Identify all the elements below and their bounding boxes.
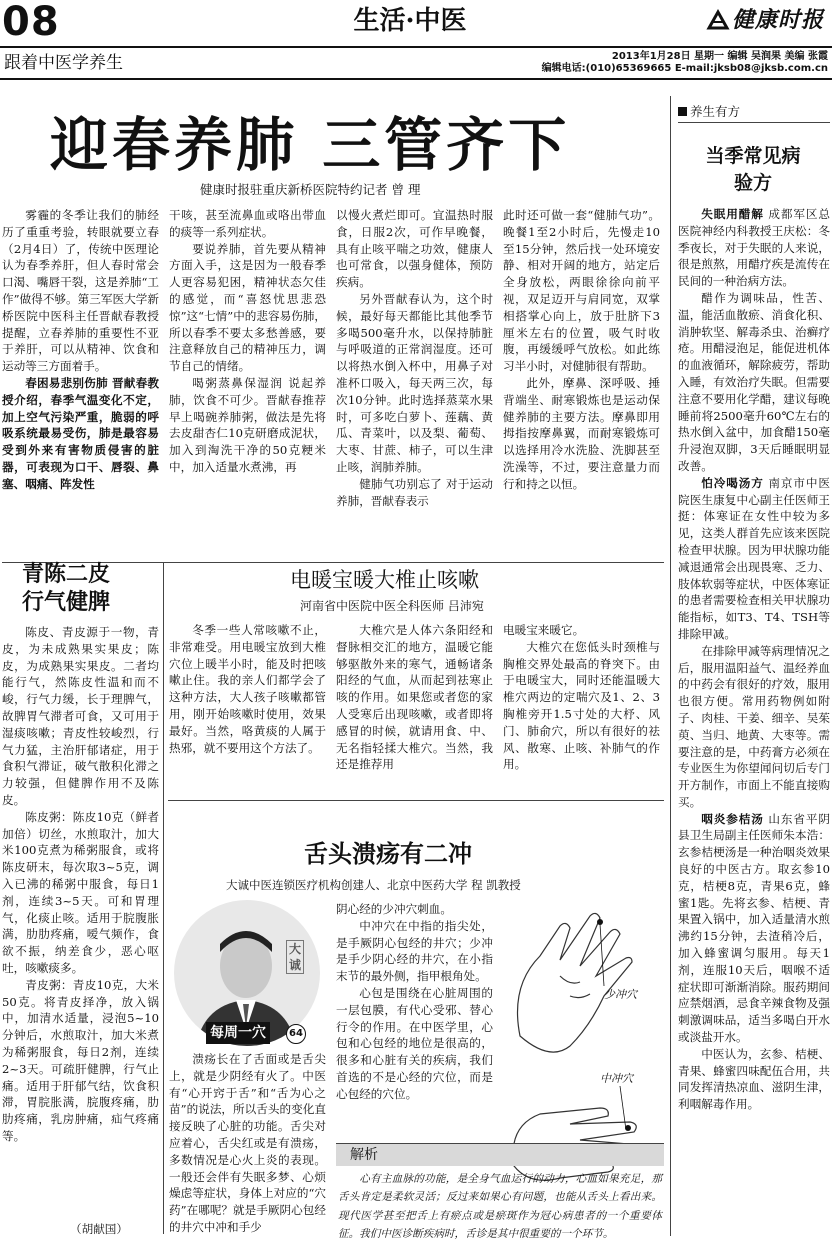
masthead-logo: [704, 6, 830, 36]
main-byline: 健康时报驻重庆新桥医院特约记者 曾 理: [200, 182, 421, 197]
peel-article-body: 陈皮、青皮源于一物，青皮，为未成熟果实果皮；陈皮，为成熟果实果皮。二者均能行气，然陈皮性温和而不峻，行气力缓，长于理脾气，故脾胃气滞者可食，又可用于湿痰咳嗽；青皮性较峻烈，行气力猛，主治肝郁诸症，用于食积气滞证，破气散积化滞之力较强，但健脾作用不及陈皮。 陈皮粥：陈皮10克（鲜者加倍）切丝，水煎取汁，加大米100克煮为稀粥服食，或将陈皮研末，每次取3~5克，调入已沸的稀粥中服食，每日1剂，连续3~5天。可和胃理气，化痰止咳。适用于脘腹胀满，肋肋疼痛，嗳气频作，食欲不振，纳差食少，恶心呕吐，咳嗽痰多。 青皮粥：青皮10克，大米50克。将青皮择净，放入锅中，加清水适量，浸泡5~10分钟后，水煎取汁，加大米煮为稀粥服食，每日2剂，连续2~3天。可疏肝健脾，行气止痛。适用于肝郁气结，饮食积滞，胃脘胀满，脘腹疼痛，肋肋疼痛，乳房肿痛，疝气疼痛等。: [2, 625, 159, 1143]
analysis-heading: 解析: [336, 1143, 664, 1166]
peel-title-line-2: 行气健脾: [22, 589, 111, 615]
section-title: 生活·中医: [353, 6, 467, 36]
warm-headline: 电暖宝暖大椎止咳嗽: [290, 568, 479, 592]
tongue-byline: 大诚中医连锁医疗机构创建人、北京中医药大学 程 凯教授: [226, 878, 521, 892]
badge-number: 64: [286, 1024, 306, 1044]
peel-title-line-1: 青陈二皮: [22, 561, 111, 587]
analysis-section: [336, 1143, 664, 1239]
sidebar-body: 失眠用醋解 成都军区总医院神经内科教授王庆松：冬季夜长，对于失眠的人来说，很是煎熬，用醋疗疾是流传在民间的一种治病方法。 醋作为调味品，性苦、温，能活血散瘀、消食化积、消肿软坚、解毒杀虫、治癣疗疮。用醋浸泡足，能促进机体的血液循环，解除疲劳，帮助入睡，有效治疗失眠。但需要注意不要用化学醋，建议每晚睡前将2500毫升60℃左右的热水倒入盆中，加食醋150毫升浸泡双脚，3天后睡眠明显改善。 怕冷喝汤方 南京市中医院医生康复中心副主任医师王挺：体寒证在女性中较为多见，这类人群首先应该来医院检查甲状腺。因为甲状腺功能减退通常会出现畏寒、乏力、肢体软弱等症状，中医体寒证的患者需要检查相关甲状腺功能指标，如T3、T4、TSH等排除甲减。 在排除甲减等病理情况之后，服用温阳益气、温经养血的中药会有很好的疗效，服用也很方便。常用药物例如附子、肉桂、干姜、细辛、吴茱萸、当归、地黄、大枣等。需要注意的是，中药膏方必须在专业医生为你望闻问切后专门开方制作，市面上不能直接购买。 咽炎参桔汤 山东省平阴县卫生局副主任医师朱本浩：玄参桔梗汤是一种治咽炎效果良好的中医古方。取玄参10克，桔梗8克，青果6克，蜂蜜1匙。先将玄参、桔梗、青果置入锅中，加入适量清水煎沸约15分钟，去渣稍冷后，加入蜂蜜调匀服用。每天1剂，连服10天后，咽喉不适症状即可渐渐消除。服药期间应禁烟酒，忌食辛辣食物及强刺激调味品，适当多喝白开水或淡盐开水。 中医认为，玄参、桔梗、青果、蜂蜜四味配伍合用，共同发挥清热凉血、滋阴生津，利咽解毒作用。: [678, 207, 830, 1112]
column-subtitle: 跟着中医学养生: [4, 53, 123, 73]
warm-col-2: 大椎穴是人体六条阳经和督脉相交汇的地方，温暖它能够驱散外来的寒气，通畅诸条阳经的气血，从而起到祛寒止咳的作用。如果您或者您的家人受寒后出现咳嗽，或者即将感冒的时候，就请用食、中、无名指轻揉大椎穴。当然，我还是推荐用: [336, 623, 493, 772]
weekly-acupoint-badge: 每周一穴: [206, 1022, 270, 1044]
warm-byline: 河南省中医院中医全科医师 吕沛宛: [300, 599, 484, 613]
main-col-3: 以慢火煮烂即可。宜温热时服食，日服2次，可作早晚餐，具有止咳平喘之功效，健康人也可常食，以强身健体，预防疾病。 另外晋献春认为，这个时候，最好每天都能比其他季节多喝500毫升水，以保持肺脏与呼吸道的正常润湿度。还可以将热水倒入杯中，用鼻子对准杯口吸入，每天两三次，每次10分钟。此时选择蒸菜水果时，可多吃白萝卜、莲藕、黄瓜、青菜叶，以及梨、葡萄、大枣、甘蔗、柿子，可以生津止咳，润肺养肺。 健肺气功别忘了 对于运动养肺，晋献春表示: [336, 208, 493, 508]
seal-mark: 大诚: [286, 940, 304, 974]
tongue-col-2: 阴心经的少冲穴刺血。 中冲穴在中指的指尖处，是手厥阴心包经的井穴；少冲是手少阴心经的井穴，在小指末节的最外侧，指甲根角处。 心包是围绕在心脏周围的一层包膜，有代心受邪、替心行令的作用。在中医学里，心包和心包经的地位是很高的，很多和心脏有关的疾病，我们首选的不是心经的穴位，而是心包经的穴位。: [336, 902, 493, 1101]
tongue-col-1: 溃疡长在了舌面或是舌尖上，就是少阴经有火了。中医有“心开窍于舌”和“舌为心之苗”的说法，所以舌头的变化直接反映了心脏的功能。舌尖对应着心，舌尖红或是有溃疡，多数情况是心火上炎的表现。一般还会伴有失眠多梦、心烦燥虑等症状，身体上对应的“穴药”在哪呢？就是手厥阴心包经的井穴中冲和手少: [169, 1052, 326, 1234]
tongue-headline: 舌头溃疡有二冲: [304, 839, 472, 868]
warm-col-3: 电暖宝来暖它。 大椎穴在您低头时颈椎与胸椎交界处最高的脊突下。由于电暖宝大，同时还能温暖大椎穴两边的定喘穴及1、2、3胸椎旁开1.5寸处的大杼、风门、肺俞穴，所以有很好的祛风、散寒、止咳、补肺气的作用。: [503, 623, 660, 772]
analysis-text: 心有主血脉的功能，是全身气血运行的动力，心血如果充足，那舌头肯定是柔软灵活；反过来如果心有问题，也能从舌头上看出来。现代医学甚至把舌上有瘀点或是瘀斑作为冠心病患者的一个重要体征。我们中医诊断疾病时，舌诊是其中很重要的一个环节。: [338, 1173, 662, 1240]
logo-mark-icon: [706, 8, 730, 34]
date-line: 2013年1月28日 星期一 编辑 吴润果 美编 张霞: [611, 51, 828, 62]
sidebar-title-line-1: 当季常见病: [705, 145, 801, 167]
main-col-4: 此时还可做一套“健肺气功”。晚餐1至2小时后，先慢走10至15分钟，然后找一处环境安静、相对开阔的地方，站定后全身放松，两眼徐徐向前平视，双足迈开与肩同宽，双掌相搭掌心向上，放于肚脐下3厘米左右的位置，吸气时收腹，再缓缓呼气放松。如此练习半小时，对健肺很有帮助。 此外，摩鼻、深呼吸、捶背端坐、耐寒锻炼也是运动保健养肺的主要方法。摩鼻即用拇指按摩鼻翼，而耐寒锻炼可以选择用冷水洗脸、洗脚甚至洗澡等，不过，要注意量力而行和持之以恒。: [503, 208, 660, 491]
sidebar-heading: 养生有方: [678, 104, 830, 123]
main-headline: 迎春养肺 三管齐下: [50, 111, 571, 179]
peel-author: （胡献国）: [70, 1222, 128, 1236]
logo-text: 健康时报: [732, 7, 825, 33]
main-col-1: 雾霾的冬季让我们的肺经历了重重考验，转眼就要立春（2月4日）了，传统中医理论认为春季养肝，但人春时常会口渴、嘴唇干裂，这是养肺“工作”做得不够。第三军医大学新桥医院中医科主任晋献春教授提醒，立春养肺的重要性不亚于养肝，可以从精神、饮食和运动等三方面着手。 春困易悲别伤肺 晋献春教授介绍，春季气温变化不定，加上空气污染严重，脆弱的呼吸系统最易受伤，肺是最容易受到外来有害物质侵害的脏器，可表现为口干、唇裂、鼻塞、咽痛、阵发性: [2, 208, 159, 491]
sidebar-title-line-2: 验方: [733, 172, 772, 194]
label-shaochong: 少冲穴: [604, 988, 637, 1001]
contact-line: 编辑电话:(010)65369665 E-mail:jksb08@jksb.com.cn: [541, 63, 828, 74]
main-col-2: 干咳，甚至流鼻血或咯出带血的痰等一系列症状。 要说养肺，首先要从精神方面入手，这是因为一般春季人更容易犯困，精神状态欠佳的感觉，而“喜怒忧思悲恐惊”这“七情”中的悲容易伤肺，所以春季不要太多愁善感，要注意释放自己的精神压力，调节自己的情绪。 喝粥蒸鼻保湿润 说起养肺，饮食不可少。晋献春推荐早上喝碗养肺粥，做法是先将去皮甜杏仁10克研磨成泥状，加入到淘洗干净的50克粳米中，加入适量水煮沸，再: [169, 208, 326, 474]
warm-col-1: 冬季一些人常咳嗽不止，非常难受。用电暖宝放到大椎穴位上暖半小时，能及时把咳嗽止住。我的亲人们都学会了这种方法，大人孩子咳嗽都管用，刚开始咳嗽时使用，效果最好。当然，咯黄痰的人属于热邪，就不要用这个方法了。: [169, 623, 326, 755]
page-number: 08: [2, 0, 60, 45]
label-zhongchong: 中冲穴: [600, 1072, 633, 1085]
square-bullet-icon: [678, 107, 687, 116]
